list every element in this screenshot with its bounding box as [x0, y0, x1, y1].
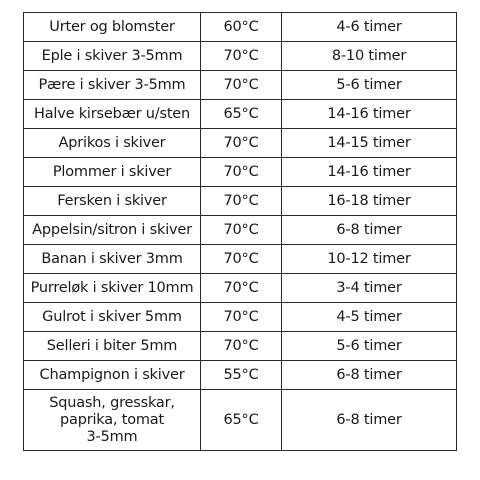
table-row [24, 71, 457, 100]
food-cell: Champignon i skiver [24, 361, 201, 390]
time-cell: 14-15 timer [282, 129, 457, 158]
food-cell: Gulrot i skiver 5mm [24, 303, 201, 332]
temperature-cell: 55°C [201, 361, 282, 390]
drying-table-container [23, 12, 456, 451]
table-row [24, 42, 457, 71]
time-cell: 5-6 timer [282, 71, 457, 100]
food-cell: Urter og blomster [24, 13, 201, 42]
food-line: 3-5mm [86, 428, 138, 445]
temperature-cell: 65°C [201, 100, 282, 129]
drying-table-body [24, 13, 457, 451]
temperature-cell: 70°C [201, 245, 282, 274]
time-cell: 4-6 timer [282, 13, 457, 42]
food-cell: Eple i skiver 3-5mm [24, 42, 201, 71]
food-line: Squash, gresskar, [49, 394, 175, 411]
time-cell: 6-8 timer [282, 361, 457, 390]
food-cell: Plommer i skiver [24, 158, 201, 187]
time-cell: 5-6 timer [282, 332, 457, 361]
drying-table [23, 12, 457, 451]
food-cell: Halve kirsebær u/sten [24, 100, 201, 129]
table-row [24, 274, 457, 303]
table-row [24, 158, 457, 187]
food-cell: Aprikos i skiver [24, 129, 201, 158]
temperature-cell: 60°C [201, 13, 282, 42]
food-cell [24, 390, 201, 451]
food-cell: Banan i skiver 3mm [24, 245, 201, 274]
temperature-cell: 70°C [201, 129, 282, 158]
temperature-cell: 70°C [201, 158, 282, 187]
temperature-cell: 70°C [201, 42, 282, 71]
table-row [24, 187, 457, 216]
food-cell: Pære i skiver 3-5mm [24, 71, 201, 100]
table-row [24, 361, 457, 390]
temperature-cell: 70°C [201, 187, 282, 216]
table-row [24, 245, 457, 274]
table-row [24, 100, 457, 129]
food-cell: Selleri i biter 5mm [24, 332, 201, 361]
time-cell: 14-16 timer [282, 100, 457, 129]
time-cell: 4-5 timer [282, 303, 457, 332]
food-line: paprika, tomat [60, 411, 164, 428]
time-cell: 16-18 timer [282, 187, 457, 216]
temperature-cell: 65°C [201, 390, 282, 451]
temperature-cell: 70°C [201, 303, 282, 332]
table-row [24, 303, 457, 332]
table-row [24, 13, 457, 42]
food-cell: Fersken i skiver [24, 187, 201, 216]
time-cell: 14-16 timer [282, 158, 457, 187]
table-row [24, 332, 457, 361]
temperature-cell: 70°C [201, 71, 282, 100]
temperature-cell: 70°C [201, 332, 282, 361]
food-cell: Appelsin/sitron i skiver [24, 216, 201, 245]
temperature-cell: 70°C [201, 216, 282, 245]
time-cell: 8-10 timer [282, 42, 457, 71]
time-cell: 10-12 timer [282, 245, 457, 274]
table-row [24, 390, 457, 451]
time-cell: 6-8 timer [282, 216, 457, 245]
table-row [24, 129, 457, 158]
food-cell: Purreløk i skiver 10mm [24, 274, 201, 303]
temperature-cell: 70°C [201, 274, 282, 303]
table-row [24, 216, 457, 245]
time-cell: 3-4 timer [282, 274, 457, 303]
time-cell: 6-8 timer [282, 390, 457, 451]
